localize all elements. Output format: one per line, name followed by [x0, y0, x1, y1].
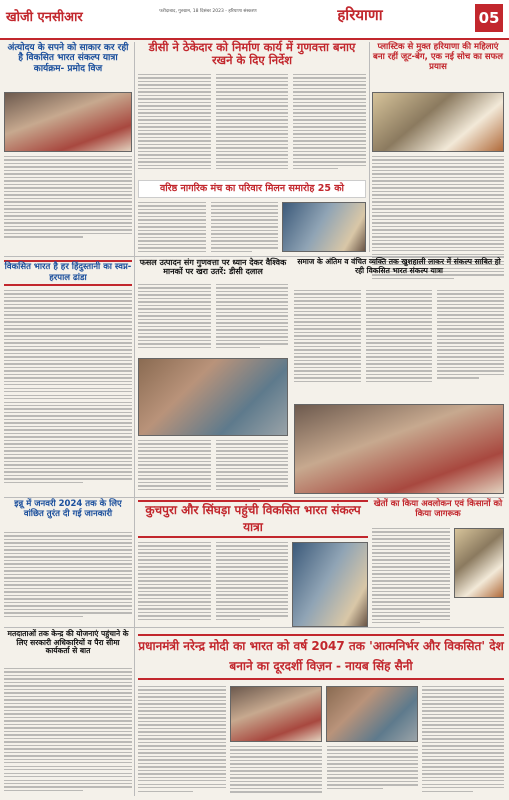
page-number: 05: [475, 4, 503, 32]
headline-sankalp-yatra: अंत्योदय के सपने को साकार कर रही है विकसित भारत संकल्प यात्रा कार्यक्रम- प्रमोद विज: [7, 43, 129, 74]
photo-yatra-event: [4, 92, 132, 152]
headline-farmers: खेतों का किया अवलोकन एवं किसानों को किया जागरूक: [373, 499, 503, 519]
masthead: [0, 0, 509, 40]
body-dc-contractor: [138, 74, 366, 176]
body-senior-citizen: [138, 202, 278, 254]
photo-cm-saini-stage: [230, 686, 322, 742]
column-divider: [134, 42, 135, 796]
body-beneficiaries: [4, 668, 132, 796]
body-harpal-dhanda: [4, 290, 132, 495]
headline-senior-citizen: वरिष्ठ नागरिक मंच का परिवार मिलन समारोह 25 को: [138, 180, 366, 198]
photo-welfare-camp: [294, 404, 504, 494]
photo-cm-saini-crowd: [326, 686, 418, 742]
body-society-welfare: [294, 290, 504, 400]
section-title: हरियाणा: [337, 6, 383, 24]
body-january-2024: [4, 532, 132, 622]
body-pm-modi-col3: [422, 686, 504, 796]
row-divider: [4, 497, 504, 498]
body-crop-quality-continued: [138, 440, 288, 495]
body-pm-modi-col1: [138, 686, 226, 796]
row-divider: [4, 256, 504, 257]
body-crop-quality: [138, 284, 288, 354]
headline-harpal-dhanda: विकसित भारत है हर हिंदुस्तानी का स्वप्न-हरपाल ढांडा: [4, 260, 132, 286]
headline-society-welfare: समाज के अंतिम व वंचित व्यक्ति तक खुशहाली लाकर में संकल्प साबित हो रही विकसित भारत संकल्प यात्रा: [297, 257, 501, 275]
body-sankalp-yatra: [4, 156, 132, 256]
body-pm-modi-col2: [230, 746, 418, 796]
headline-january-2024: इन्नू में जनवरी 2024 तक के लिए वांछित तुरंत दी गई जानकारी: [14, 499, 122, 519]
body-farmers: [372, 528, 450, 628]
headline-dc-contractor: डीसी ने ठेकेदार को निर्माण कार्य में गुणवत्ता बनाए रखने के दिए निर्देश: [148, 40, 356, 68]
body-kuchpura: [138, 542, 288, 627]
row-divider: [4, 627, 504, 628]
photo-jute-bags: [372, 92, 504, 152]
photo-farmer-field: [454, 528, 504, 598]
photo-crop-inspection: [138, 358, 288, 436]
headline-pm-modi-2047: प्रधानमंत्री नरेन्द्र मोदी का भारत को वर्ष 2047 तक 'आत्मनिर्भर और विकसित' देश बनाने का दूरदर्शी विज़न - नायब सिंह सैनी: [138, 634, 504, 680]
column-divider: [369, 42, 370, 252]
dateline: फरीदाबाद, गुरुग्राम, 18 दिसंबर 2023 - हरियाणा संस्करण: [159, 9, 257, 14]
headline-crop-quality: फसल उत्पादन संग गुणवत्ता पर ध्यान देकर वैश्विक मानकों पर खरा उतरें: डीसी दलाल: [139, 258, 287, 277]
headline-kuchpura: कुचपुरा और सिंघड़ा पहुंची विकसित भारत संकल्प यात्रा: [138, 500, 368, 538]
photo-senior-meeting: [282, 202, 366, 252]
photo-kuchpura-yatra: [292, 542, 368, 627]
brand-name: खोजी एनसीआर: [6, 10, 83, 25]
headline-plastic-jute: प्लास्टिक से मुक्त हरियाणा की महिलाएं बना रहीं जूट-बेग, एक नई सोच का सफल प्रयास: [373, 42, 503, 72]
headline-beneficiaries: मतदाताओं तक केन्द्र की योजनाएं पहुंचाने के लिए सरकारी अधिकारियों व पैरा सीमा कार्यकर्ता से बात: [7, 629, 129, 656]
